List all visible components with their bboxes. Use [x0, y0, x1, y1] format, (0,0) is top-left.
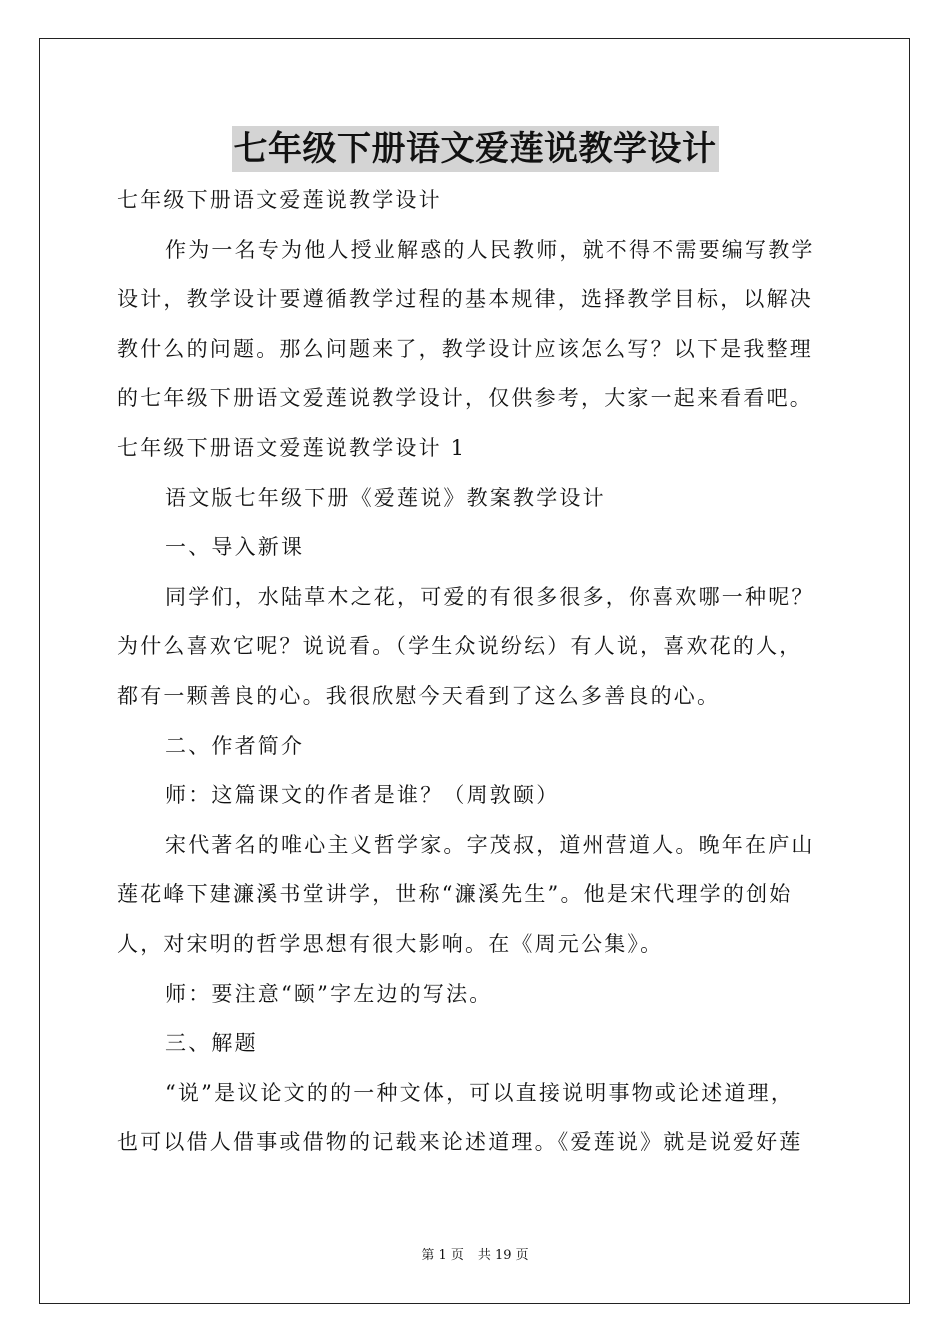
text-line: 一、导入新课	[165, 535, 305, 560]
text-line: 三、解题	[165, 1031, 258, 1056]
text-line: 宋代著名的唯心主义哲学家。字茂叔，道州营道人。晚年在庐山	[165, 832, 815, 857]
text-line: 师：要注意“颐”字左边的写法。	[165, 981, 493, 1006]
document-title: 七年级下册语文爱莲说教学设计	[232, 126, 719, 172]
text-line: 设计，教学设计要遵循教学过程的基本规律，选择教学目标，以解决	[117, 287, 813, 312]
text-line: 的七年级下册语文爱莲说教学设计，仅供参考，大家一起来看看吧。	[117, 386, 813, 411]
document-body	[117, 176, 833, 1168]
text-line: 七年级下册语文爱莲说教学设计	[117, 188, 442, 212]
page-total: 共 19 页	[477, 1248, 529, 1263]
text-line: 七年级下册语文爱莲说教学设计 1	[117, 435, 467, 460]
text-line: 也可以借人借事或借物的记载来论述道理。《爱莲说》就是说爱好莲	[117, 1130, 803, 1155]
text-line: 教什么的问题。那么问题来了，教学设计应该怎么写？以下是我整理	[117, 336, 813, 361]
text-line: 都有一颗善良的心。我很欣慰今天看到了这么多善良的心。	[117, 683, 721, 708]
text-line: 同学们，水陆草木之花，可爱的有很多很多，你喜欢哪一种呢？	[165, 584, 815, 609]
text-line: 师：这篇课文的作者是谁？（周敦颐）	[165, 783, 560, 808]
text-line: 作为一名专为他人授业解惑的人民教师，就不得不需要编写教学	[165, 237, 815, 262]
page-number: 第 1 页	[421, 1248, 464, 1263]
text-line: “说”是议论文的的一种文体，可以直接说明事物或论述道理，	[165, 1080, 795, 1105]
text-line: 为什么喜欢它呢？说说看。（学生众说纷纭）有人说，喜欢花的人，	[117, 634, 803, 659]
text-line: 语文版七年级下册《爱莲说》教案教学设计	[165, 485, 606, 510]
title-container	[0, 126, 950, 172]
text-line: 二、作者简介	[165, 733, 305, 758]
text-line: 人，对宋明的哲学思想有很大影响。在《周元公集》。	[117, 931, 664, 956]
page-footer	[0, 1247, 950, 1265]
text-line: 莲花峰下建濂溪书堂讲学，世称“濂溪先生”。他是宋代理学的创始	[117, 882, 793, 907]
